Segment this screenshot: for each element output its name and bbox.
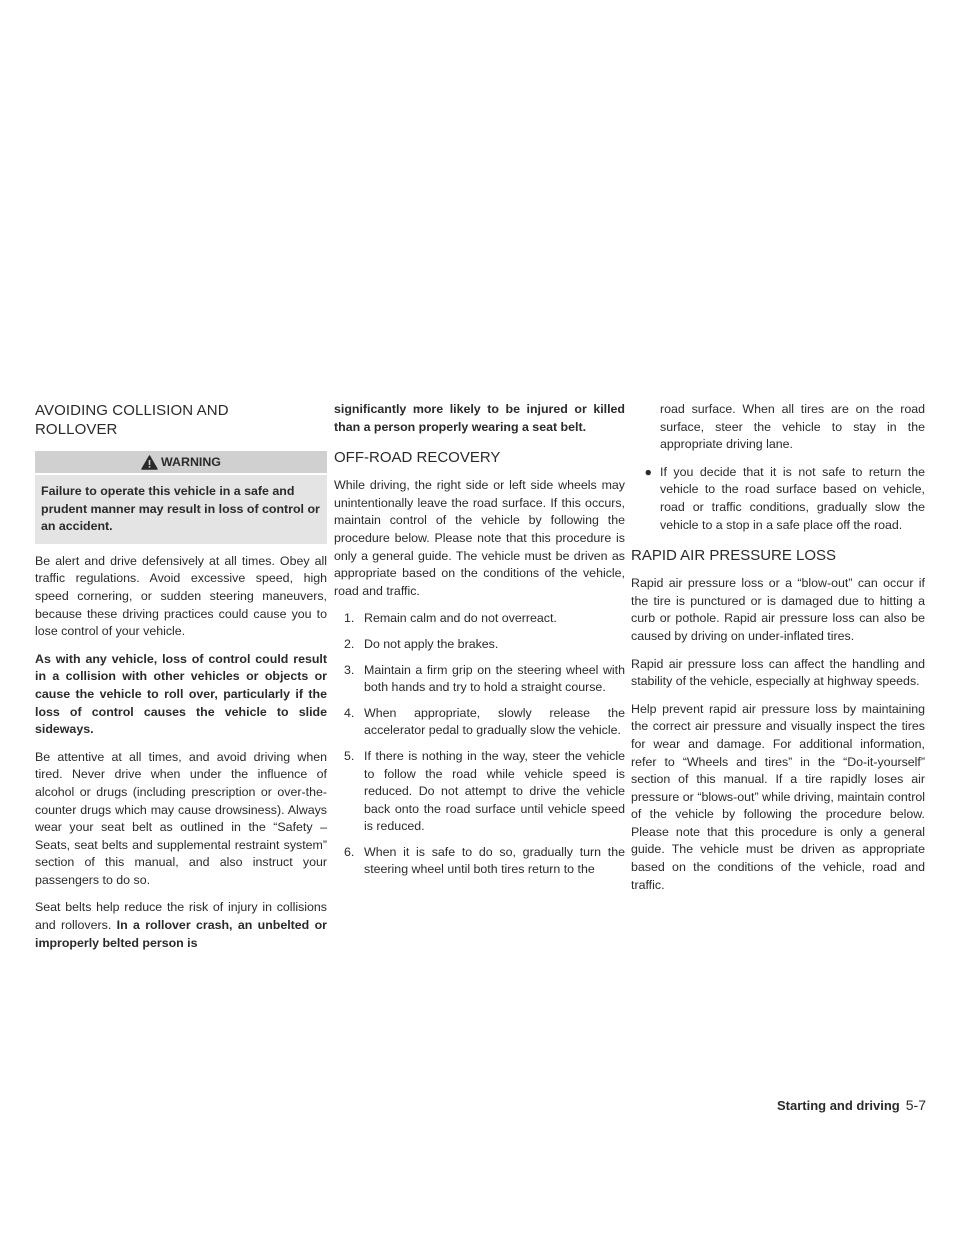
middle-column	[334, 401, 625, 887]
off-road-steps-list	[334, 610, 625, 879]
step-6-continued: road surface. When all tires are on the road surface, steer the vehicle to stay in the appropriate driving lane.	[660, 402, 925, 452]
warning-header	[35, 451, 327, 473]
bullet-item	[631, 464, 925, 534]
left-column	[35, 401, 327, 962]
list-item	[334, 610, 625, 628]
seat-belts-bold-text: In a rollover crash, an unbelted or improperly belted person is	[35, 918, 327, 950]
seat-belt-continued-text: significantly more likely to be injured or killed than a person properly wearing a seat belt.	[334, 402, 625, 434]
paragraph-handling: Rapid air pressure loss can affect the handling and stability of the vehicle, especially at highway speeds.	[631, 656, 925, 689]
heading-line-2: ROLLOVER	[35, 421, 118, 438]
step-number: 3.	[344, 662, 355, 677]
step-text: If there is nothing in the way, steer the vehicle to follow the road while vehicle speed is reduced. Do not attempt to drive the vehicle back onto the road surface until vehicle speed is reduced.	[364, 748, 625, 834]
footer-section-title: Starting and driving	[776, 1098, 900, 1113]
seat-belts-text: Seat belts help reduce the risk of injury in collisions and rollovers.	[35, 900, 327, 933]
step-number: 2.	[344, 636, 355, 651]
paragraph-prevent: Help prevent rapid air pressure loss by maintaining the correct air pressure and visually inspect the tires for wear and damage. For additional information, refer to “Wheels and tires” in the “Do-it-yourself” section of this manual. If a tire rapidly loses air pressure or “blows-out” while driving, maintain control of the vehicle by following the procedure below. Please note that this procedure is only a general guide. The vehicle must be driven as appropriate based on the conditions of the vehicle, road and traffic.	[631, 701, 925, 892]
list-item	[334, 662, 625, 697]
paragraph-seat-belts	[35, 899, 327, 952]
step-text: When it is safe to do so, gradually turn the steering wheel until both tires return to the	[364, 844, 625, 877]
step-number: 1.	[344, 611, 355, 626]
paragraph-loss-of-control: As with any vehicle, loss of control could result in a collision with other vehicles or objects or cause the vehicle to roll over, particularly if the loss of control causes the vehicle to slide sideways.	[35, 651, 327, 737]
list-item	[334, 748, 625, 836]
list-item	[334, 636, 625, 654]
step-text: Remain calm and do not overreact.	[364, 611, 557, 626]
warning-text: Failure to operate this vehicle in a safe and prudent manner may result in loss of control or an accident.	[35, 475, 327, 544]
step-number: 5.	[344, 748, 355, 763]
step-text: When appropriate, slowly release the accelerator pedal to gradually slow the vehicle.	[364, 705, 625, 738]
heading-line-1: AVOIDING COLLISION AND	[35, 402, 229, 419]
page-footer	[735, 1097, 926, 1113]
section-heading-off-road-recovery: OFF-ROAD RECOVERY	[334, 449, 501, 467]
page-number: 5-7	[905, 1097, 926, 1113]
bullet-text: If you decide that it is not safe to return the vehicle to the road surface based on vehicle, road or traffic conditions, gradually slow the vehicle to a stop in a safe place off the road.	[660, 464, 925, 532]
off-road-intro: While driving, the right side or left side wheels may unintentionally leave the road surface. If this occurs, maintain control of the vehicle by following the procedure below. Please note that this procedure is only a general guide. The vehicle must be driven as appropriate based on the conditions of the vehicle, road and traffic.	[334, 478, 625, 598]
warning-triangle-icon	[141, 455, 158, 470]
paragraph-alert-drive: Be alert and drive defensively at all times. Obey all traffic regulations. Avoid excessive speed, high speed cornering, or sudden steering maneuvers, because these driving practices could cause you to lose control of your vehicle.	[35, 553, 327, 639]
step-number: 4.	[344, 705, 355, 720]
step-number: 6.	[344, 844, 355, 859]
bullet-dot-icon: ●	[644, 464, 652, 479]
section-heading-avoiding-collision	[35, 401, 327, 439]
list-item	[334, 705, 625, 740]
warning-label: WARNING	[161, 455, 221, 469]
step-text: Do not apply the brakes.	[364, 636, 499, 651]
section-heading-rapid-air-pressure-loss: RAPID AIR PRESSURE LOSS	[631, 547, 837, 565]
paragraph-blow-out: Rapid air pressure loss or a “blow-out” can occur if the tire is punctured or is damaged due to hitting a curb or pothole. Rapid air pressure loss can also be caused by driving on under-inflated tires.	[631, 576, 925, 643]
step-text: Maintain a firm grip on the steering wheel with both hands and try to hold a straight course.	[364, 662, 625, 695]
paragraph-attentive: Be attentive at all times, and avoid driving when tired. Never drive when under the influence of alcohol or drugs (including prescription or over-the-counter drugs which may cause drowsiness). Always wear your seat belt as outlined in the “Safety – Seats, seat belts and supplemental restraint system” section of this manual, and also instruct your passengers to do so.	[35, 749, 327, 887]
right-column	[631, 401, 925, 904]
list-item	[334, 844, 625, 879]
